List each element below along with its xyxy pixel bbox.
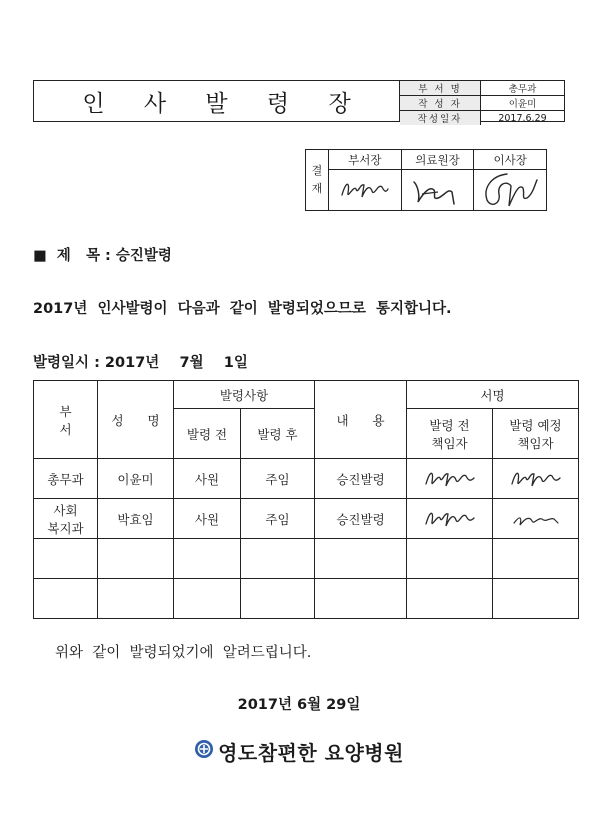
header-sign-after-line1: 발령 예정	[509, 417, 562, 433]
cell-dept-line1: 사회	[53, 502, 78, 518]
organization-name: 영도참편한 요양병원	[218, 741, 404, 765]
cell-empty	[315, 579, 407, 619]
cell-sign-before	[407, 459, 493, 499]
cell-before: 사원	[174, 499, 241, 539]
cell-empty	[174, 579, 241, 619]
meta-value: 이윤미	[508, 99, 537, 110]
meta-label: 작성일자	[400, 111, 481, 125]
header-sign-before	[407, 409, 493, 459]
appointment-table	[33, 380, 579, 619]
cell-dept-line2: 복지과	[47, 520, 84, 536]
cell-empty	[407, 579, 493, 619]
intro-line: 2017년 인사발령이 다음과 같이 발령되었으므로 통지합니다.	[33, 301, 452, 317]
cell-empty	[315, 539, 407, 579]
meta-value: 총무과	[508, 84, 537, 95]
header-sign-before-line2: 책임자	[431, 435, 468, 451]
approval-role: 이사장	[474, 150, 546, 170]
cell-after: 주임	[241, 499, 315, 539]
meta-label: 작 성 자	[400, 96, 481, 110]
document-title: 인 사 발 령 장	[34, 81, 400, 121]
approval-box	[305, 149, 547, 211]
cell-empty	[493, 579, 579, 619]
meta-row-date	[400, 111, 564, 125]
cell-content: 승진발령	[315, 499, 407, 539]
signature-dept-head	[329, 170, 401, 210]
cell-empty	[241, 579, 315, 619]
header-before: 발령 전	[174, 409, 241, 459]
header-content: 내 용	[315, 381, 407, 459]
approval-side-char: 결	[311, 164, 323, 177]
header-sign-before-line1: 발령 전	[429, 417, 470, 433]
effective-date-line: 발령일시 : 2017년 7월 1일	[33, 355, 248, 371]
subject-line: ■ 제 목 : 승진발령	[33, 248, 172, 264]
cell-sign-before	[407, 499, 493, 539]
meta-row-department	[400, 81, 564, 96]
meta-label: 부 서 명	[400, 81, 481, 95]
cell-dept-line1: 총무과	[47, 471, 84, 487]
cell-empty	[493, 539, 579, 579]
meta-row-author	[400, 96, 564, 111]
header-after: 발령 후	[241, 409, 315, 459]
header-sign-after-line2: 책임자	[517, 435, 554, 451]
approval-side-char: 재	[311, 182, 323, 195]
cell-empty	[174, 539, 241, 579]
cell-dept	[34, 499, 98, 539]
header-dept: 부 서	[34, 381, 98, 459]
cell-empty	[98, 579, 174, 619]
approval-role: 의료원장	[402, 150, 474, 170]
cell-name: 이윤미	[98, 459, 174, 499]
cell-empty	[34, 539, 98, 579]
table-row	[34, 459, 579, 499]
cell-before: 사원	[174, 459, 241, 499]
cell-empty	[407, 539, 493, 579]
hospital-logo-icon	[194, 739, 214, 764]
header-action: 발령사항	[174, 381, 315, 409]
header-sign: 서명	[407, 381, 579, 409]
table-row-empty	[34, 579, 579, 619]
signature-director	[402, 170, 474, 210]
title-block	[33, 80, 565, 125]
cell-empty	[241, 539, 315, 579]
cell-empty	[34, 579, 98, 619]
cell-after: 주임	[241, 459, 315, 499]
cell-sign-after	[493, 499, 579, 539]
cell-dept	[34, 459, 98, 499]
header-sign-after	[493, 409, 579, 459]
approval-col-chairman	[474, 150, 546, 210]
signature-chairman	[474, 170, 546, 210]
approval-col-director	[402, 150, 475, 210]
table-row-empty	[34, 539, 579, 579]
approval-role: 부서장	[329, 150, 401, 170]
cell-content: 승진발령	[315, 459, 407, 499]
table-row	[34, 499, 579, 539]
footer-date: 2017년 6월 29일	[237, 697, 361, 713]
document-meta	[400, 81, 564, 125]
cell-name: 박효임	[98, 499, 174, 539]
approval-side-label	[306, 150, 329, 210]
meta-value: 2017.6.29	[498, 112, 547, 124]
header-name: 성 명	[98, 381, 174, 459]
organization-line	[0, 737, 598, 766]
closing-line: 위와 같이 발령되었기에 알려드립니다.	[55, 645, 312, 661]
cell-empty	[98, 539, 174, 579]
approval-col-dept-head	[329, 150, 402, 210]
cell-sign-after	[493, 459, 579, 499]
